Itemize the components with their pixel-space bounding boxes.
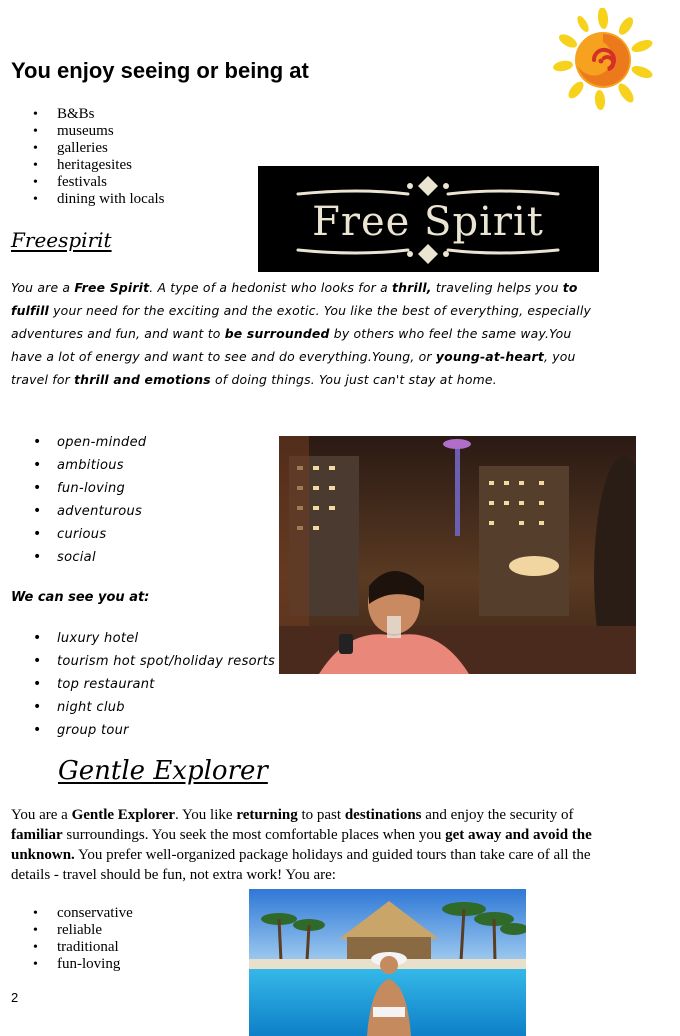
para-text: You prefer well-organized package holidays and guided tours than take care of all the details - travel should be fun, not extra work! You are: (11, 847, 591, 883)
list-item: • conservative (11, 905, 133, 922)
para-bold: destinations (344, 807, 422, 823)
free-spirit-banner (258, 166, 599, 272)
para-text: . A type of a hedonist who looks for a (149, 280, 392, 295)
list-item: • tourism hot spot/holiday resorts (11, 650, 275, 673)
list-item: • ambitious (11, 454, 146, 477)
para-text: surroundings. You seek the most comfortable places when you (62, 827, 446, 843)
night-city-photo (279, 436, 636, 674)
para-bold: Free Spirit (74, 280, 150, 295)
list-item: • adventurous (11, 500, 146, 523)
para-text: to past (297, 807, 345, 823)
para-bold: to fulfill (11, 280, 578, 318)
list-item: • heritagesites (11, 157, 165, 174)
list-item: • traditional (11, 939, 133, 956)
para-text: your need for the exciting and the exotic. You like the best of everything, especially adventures and fun, and want to (11, 303, 591, 341)
see-you-label: We can see you at: (11, 590, 150, 605)
list-item: • festivals (11, 174, 165, 191)
list-item: • luxury hotel (11, 627, 275, 650)
page-number: 2 (11, 990, 19, 1005)
para-text: by others who feel the same way.You have a lot of energy and want to see and do everything.Young, or (11, 326, 572, 364)
para-text: and enjoy the security of (421, 807, 574, 823)
list-item: • galleries (11, 140, 165, 157)
para-text: , you travel for (11, 349, 576, 387)
list-item: • dining with locals (11, 191, 165, 208)
resort-pool-photo (249, 889, 526, 1036)
para-text: traveling helps you (431, 280, 563, 295)
list-item: • group tour (11, 719, 275, 742)
para-bold: Gentle Explorer (71, 807, 176, 823)
page-heading: You enjoy seeing or being at (11, 58, 309, 83)
list-item: • fun-loving (11, 956, 133, 973)
list-item: • open-minded (11, 431, 146, 454)
banner-ornament-icon (258, 166, 599, 272)
places-list (11, 106, 165, 208)
sun-logo-icon (548, 8, 658, 112)
list-item: • reliable (11, 922, 133, 939)
banner-title: Free Spirit (312, 199, 544, 245)
list-item: • top restaurant (11, 673, 275, 696)
list-item: • social (11, 546, 146, 569)
list-item: • museums (11, 123, 165, 140)
para-text: You are a (11, 280, 75, 295)
list-item: • B&Bs (11, 106, 165, 123)
para-bold: thrill and emotions (74, 372, 211, 387)
see-you-places-list (11, 627, 275, 742)
para-bold: thrill, (392, 280, 432, 295)
para-bold: be surrounded (224, 326, 330, 341)
list-item: • curious (11, 523, 146, 546)
list-item: • night club (11, 696, 275, 719)
para-text: You are a (11, 807, 72, 823)
free-spirit-title: Freespirit (11, 228, 112, 252)
para-bold: returning (236, 807, 298, 823)
gentle-explorer-title: Gentle Explorer (58, 756, 268, 786)
para-bold: familiar (11, 827, 63, 843)
free-spirit-traits (11, 431, 146, 569)
gentle-explorer-paragraph (11, 805, 611, 885)
list-item: • fun-loving (11, 477, 146, 500)
para-bold: get away and avoid the unknown. (11, 827, 592, 863)
para-bold: young-at-heart (435, 349, 544, 364)
para-text: of doing things. You just can't stay at home. (210, 372, 497, 387)
free-spirit-paragraph (11, 276, 601, 391)
para-text: . You like (175, 807, 237, 823)
gentle-explorer-traits (11, 905, 133, 973)
